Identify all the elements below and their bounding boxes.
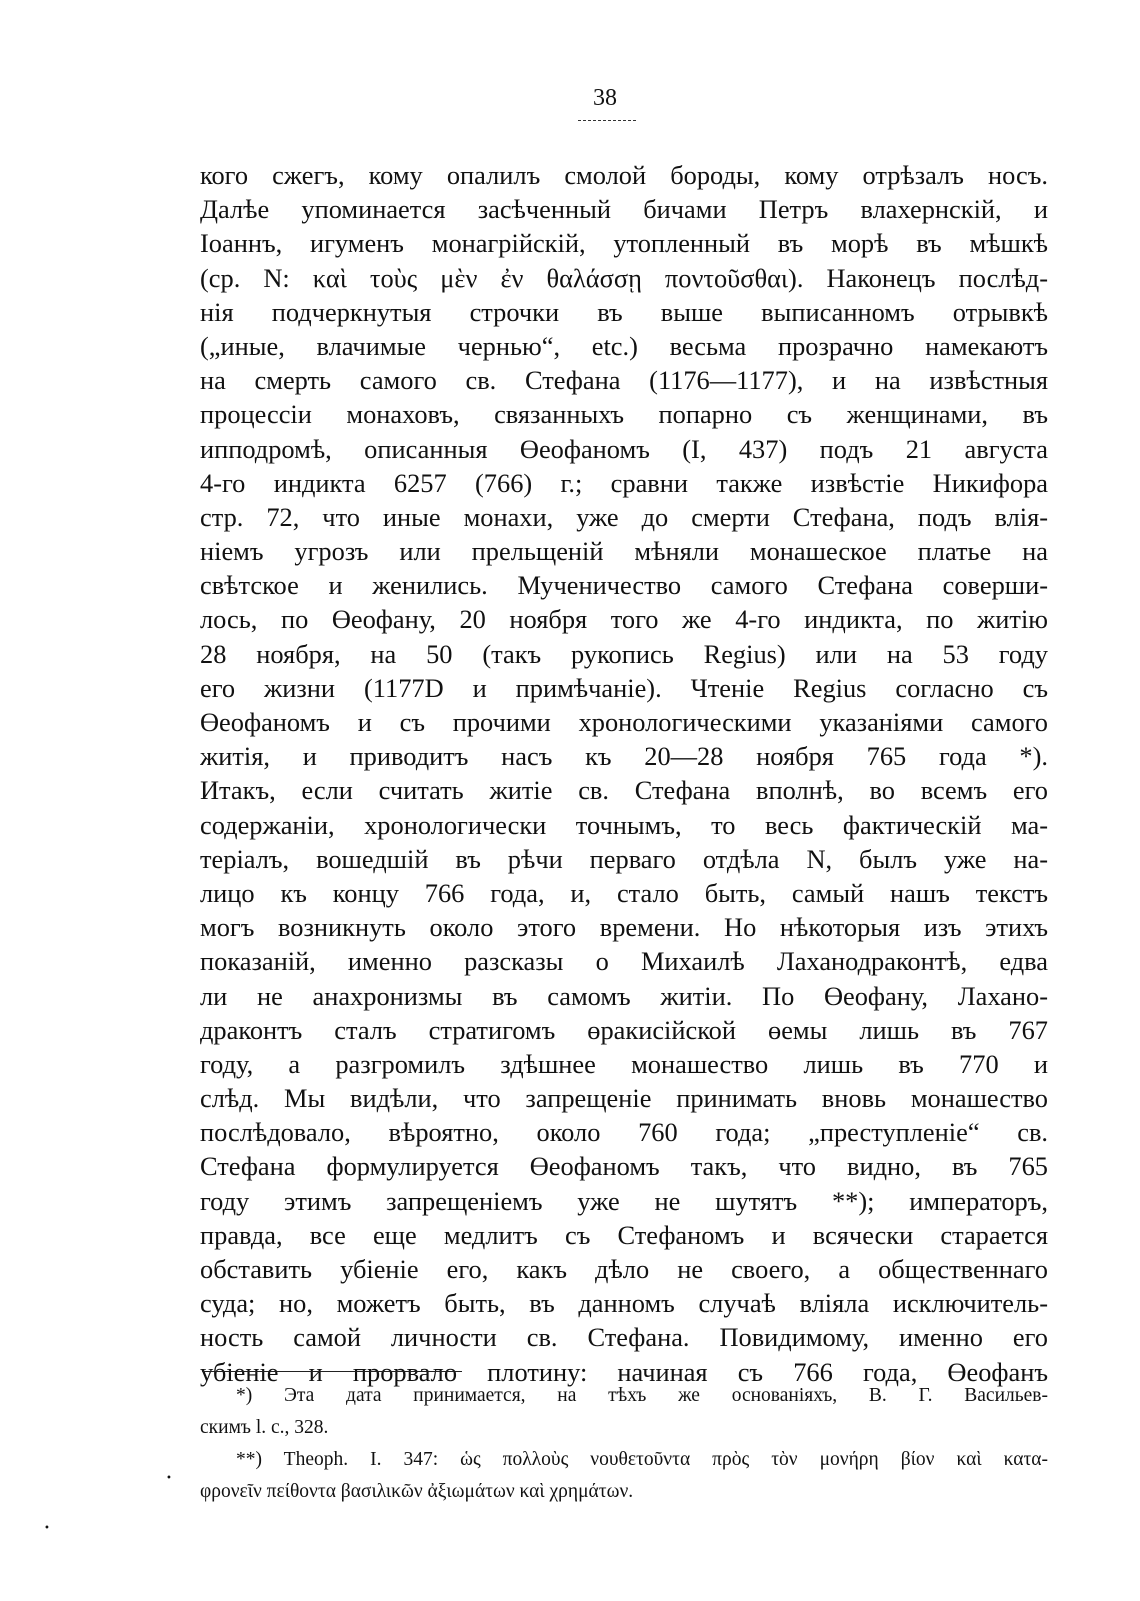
page-number-rule — [578, 120, 636, 121]
body-line: Өеофаномъ и съ прочими хронологическими указаніями самого — [200, 707, 1048, 737]
footnote-1-line-2: скимъ l. c., 328. — [200, 1417, 329, 1438]
body-line: (ср. N: καὶ τοὺς μὲν ἐν θαλάσσῃ ποντοῦσθαι). Наконецъ послѣд- — [200, 262, 1048, 293]
body-line: процессіи монаховъ, связанныхъ попарно съ женщинами, въ — [200, 399, 1048, 430]
body-line: ли не анахронизмы въ самомъ житіи. По Өеофану, Лахано- — [200, 980, 1048, 1011]
body-line: свѣтское и женились. Мученичество самого Стефана соверши- — [200, 570, 1048, 601]
body-line: стр. 72, что иные монахи, уже до смерти Стефана, подъ влія- — [200, 501, 1048, 532]
body-line: правда, все еще медлитъ съ Стефаномъ и всячески старается — [200, 1219, 1048, 1250]
body-line: суда; но, можетъ быть, въ данномъ случаѣ вліяла исключитель- — [200, 1288, 1048, 1319]
body-line: содержаніи, хронологически точнымъ, то весь фактическій ма- — [200, 809, 1048, 840]
body-line: ность самой личности св. Стефана. Повидимому, именно его — [200, 1322, 1048, 1353]
body-line: году, а разгромилъ здѣшнее монашество лишь въ 770 и — [200, 1048, 1048, 1079]
body-line: Итакъ, если считать житіе св. Стефана вполнѣ, во всемъ его — [200, 775, 1048, 806]
body-line: лицо къ концу 766 года, и, стало быть, самый нашъ текстъ — [200, 877, 1048, 908]
body-line: обставить убіеніе его, какъ дѣло не своего, а общественнаго — [200, 1254, 1048, 1284]
body-line: теріалъ, вошедшій въ рѣчи перваго отдѣла N, былъ уже на- — [200, 843, 1048, 874]
body-line: драконтъ сталъ стратигомъ өракисійской өемы лишь въ 767 — [200, 1014, 1048, 1045]
footnote-1-text-1: Эта дата принимается, на тѣхъ же основаніяхъ, В. Г. Васильев- — [284, 1385, 1048, 1406]
body-line: лось, по Өеофану, 20 ноября того же 4-го индикта, по житію — [200, 604, 1048, 635]
body-text — [200, 158, 1048, 1389]
body-line: могъ возникнуть около этого времени. Но нѣкоторыя изъ этихъ — [200, 912, 1048, 943]
body-line: на смерть самого св. Стефана (1176—1177), и на извѣстныя — [200, 365, 1048, 396]
body-line: житія, и приводитъ насъ къ 20—28 ноября 765 года *). — [200, 741, 1048, 772]
footnote-2-mark: **) — [236, 1449, 262, 1470]
body-line: его жизни (1177D и примѣчаніе). Чтеніе Regius согласно съ — [200, 672, 1048, 703]
body-line: Далѣе упоминается засѣченный бичами Петръ влахернскій, и — [200, 194, 1048, 225]
body-line: убіеніе и прорвало плотину: начиная съ 766 года, Өеофанъ — [200, 1356, 1048, 1387]
footnotes — [200, 1380, 1048, 1508]
footnote-2-line-1 — [200, 1444, 1048, 1476]
footnote-separator — [202, 1371, 462, 1372]
page-number: 38 — [593, 85, 617, 111]
body-line: ипподромѣ, описанныя Өеофаномъ (I, 437) подъ 21 августа — [200, 433, 1048, 464]
body-line: ніемъ угрозъ или прельщеній мѣняли монашеское платье на — [200, 536, 1048, 567]
footnote-2-line-2: φρονεῖν πείθοντα βασιλικῶν ἀξιωμάτων καὶ χρημάτων. — [200, 1481, 634, 1502]
body-line: 4-го индикта 6257 (766) г.; сравни также извѣстіе Никифора — [200, 467, 1048, 498]
body-line: нія подчеркнутыя строчки въ выше выписанномъ отрывкѣ — [200, 296, 1048, 327]
body-line: году этимъ запрещеніемъ уже не шутятъ **); императоръ, — [200, 1185, 1048, 1216]
footnote-1-line-1 — [200, 1380, 1048, 1412]
margin-speck-2: • — [44, 1523, 50, 1534]
margin-speck-1: • — [166, 1473, 172, 1484]
body-line: Іоаннъ, игуменъ монагрійскій, утопленный въ морѣ въ мѣшкѣ — [200, 228, 1048, 259]
body-line: Стефана формулируется Өеофаномъ такъ, что видно, въ 765 — [200, 1151, 1048, 1182]
footnote-1-mark: *) — [236, 1385, 253, 1406]
body-line: послѣдовало, вѣроятно, около 760 года; „преступленіе“ св. — [200, 1117, 1048, 1148]
body-line: („иные, влачимые чернью“, etc.) весьма прозрачно намекаютъ — [200, 330, 1048, 361]
body-line: кого сжегъ, кому опалилъ смолой бороды, кому отрѣзалъ носъ. — [200, 160, 1048, 190]
body-line: показаній, именно разсказы о Михаилѣ Лаханодраконтѣ, едва — [200, 946, 1048, 977]
footnote-2-text-1: Theoph. I. 347: ὡς πολλοὺς νουθετοῦντα πρὸς τὸν μονήρη βίον καὶ κατα- — [283, 1449, 1048, 1470]
body-line: 28 ноября, на 50 (такъ рукопись Regius) или на 53 году — [200, 638, 1048, 669]
body-line: слѣд. Мы видѣли, что запрещеніе принимать вновь монашество — [200, 1083, 1048, 1114]
